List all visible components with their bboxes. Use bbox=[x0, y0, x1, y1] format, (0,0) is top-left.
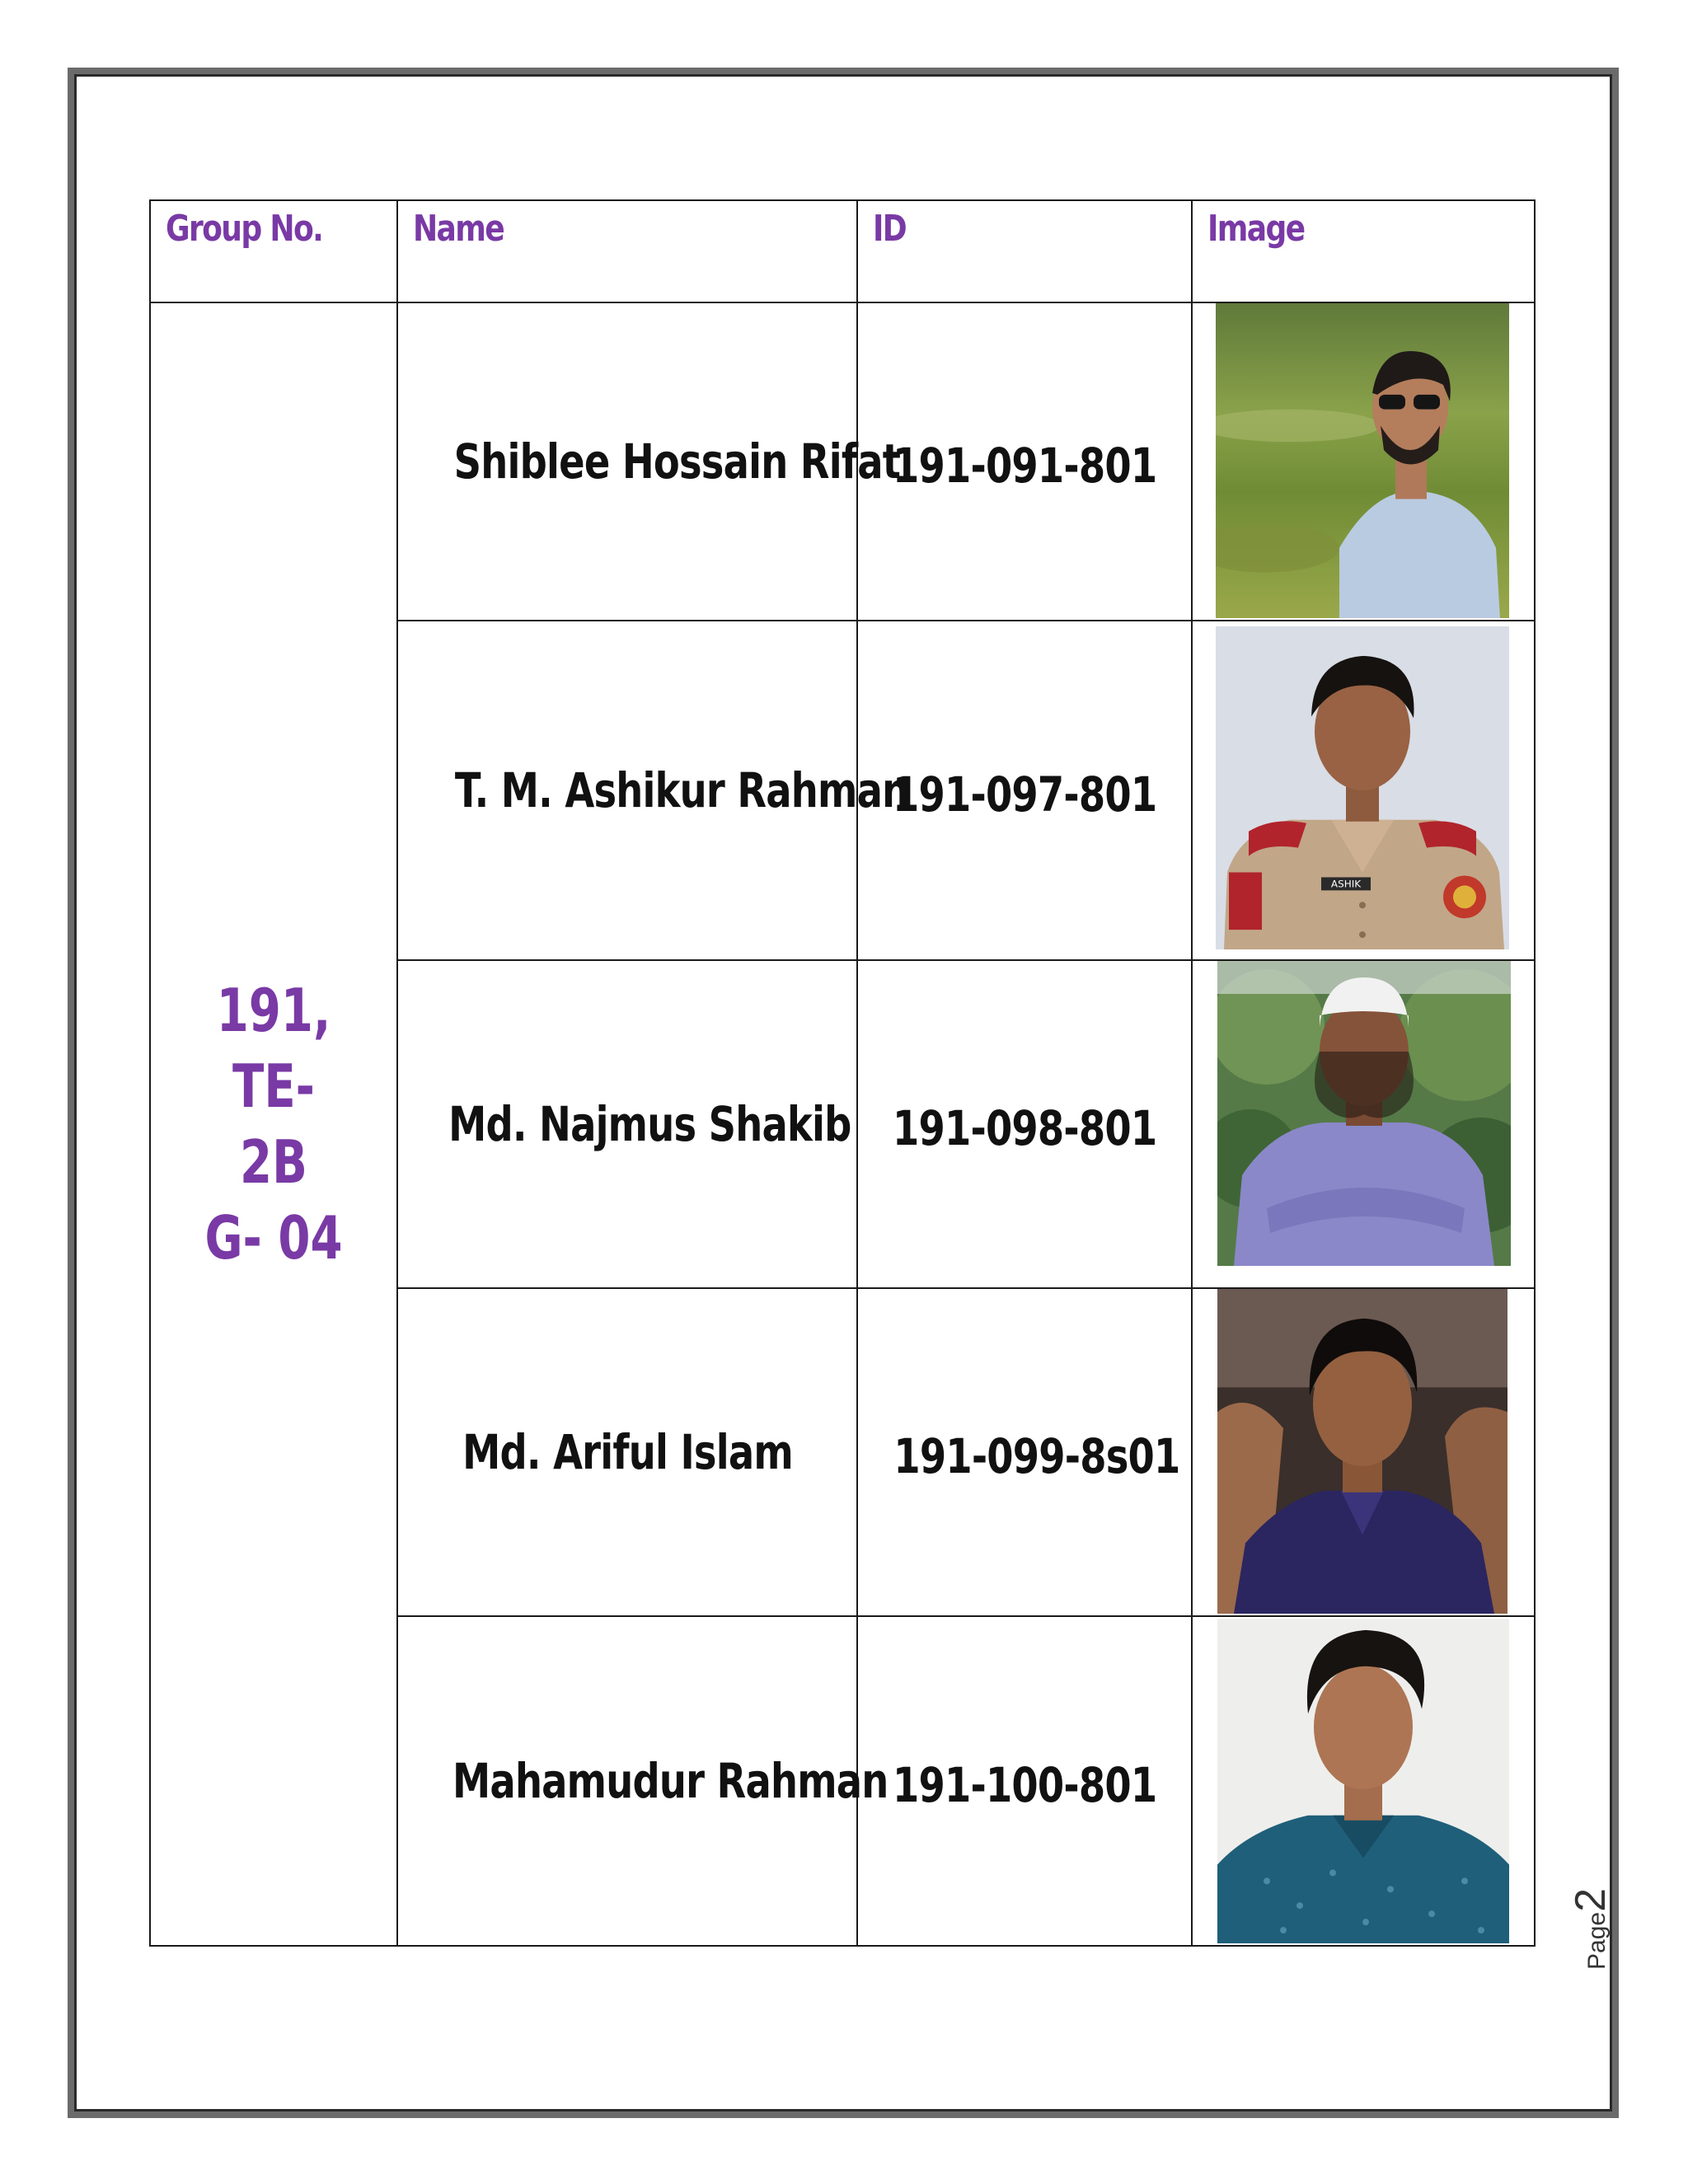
member-name: T. M. Ashikur Rahman bbox=[397, 621, 857, 960]
group-line-3: G- 04 bbox=[204, 1203, 343, 1272]
member-name: Mahamudur Rahman bbox=[397, 1616, 857, 1946]
member-id: 191-091-801 bbox=[857, 302, 1192, 621]
group-number-cell bbox=[150, 302, 397, 1946]
member-photo-cell bbox=[1192, 960, 1535, 1288]
member-id: 191-100-801 bbox=[857, 1616, 1192, 1946]
header-image: Image bbox=[1192, 200, 1535, 302]
badge-text: ASHIK bbox=[1330, 878, 1362, 890]
member-id: 191-097-801 bbox=[857, 621, 1192, 960]
member-id: 191-098-801 bbox=[857, 960, 1192, 1288]
member-photo-cell bbox=[1192, 621, 1535, 960]
member-photo bbox=[1216, 626, 1509, 949]
member-photo-cell bbox=[1192, 1288, 1535, 1616]
page-number-value: 2 bbox=[1567, 1888, 1615, 1912]
page-label: Page bbox=[1583, 1911, 1611, 1970]
member-photo bbox=[1217, 1619, 1509, 1943]
member-name: Md. Najmus Shakib bbox=[397, 960, 857, 1288]
member-photo-cell bbox=[1192, 302, 1535, 621]
header-row bbox=[150, 200, 1535, 302]
member-id: 191-099-8s01 bbox=[857, 1288, 1192, 1616]
member-table bbox=[149, 199, 1536, 1947]
member-name: Md. Ariful Islam bbox=[397, 1288, 857, 1616]
header-group-no: Group No. bbox=[150, 200, 397, 302]
header-name: Name bbox=[397, 200, 857, 302]
group-line-1: 191, TE- bbox=[216, 976, 331, 1121]
member-photo bbox=[1217, 961, 1511, 1266]
header-id: ID bbox=[857, 200, 1192, 302]
member-photo bbox=[1217, 1289, 1507, 1614]
member-name: Shiblee Hossain Rifat bbox=[397, 302, 857, 621]
page-number bbox=[1566, 1888, 1615, 1970]
group-line-2: 2B bbox=[240, 1127, 307, 1197]
member-photo-cell bbox=[1192, 1616, 1535, 1946]
table-row bbox=[150, 302, 1535, 621]
member-photo bbox=[1216, 303, 1509, 618]
